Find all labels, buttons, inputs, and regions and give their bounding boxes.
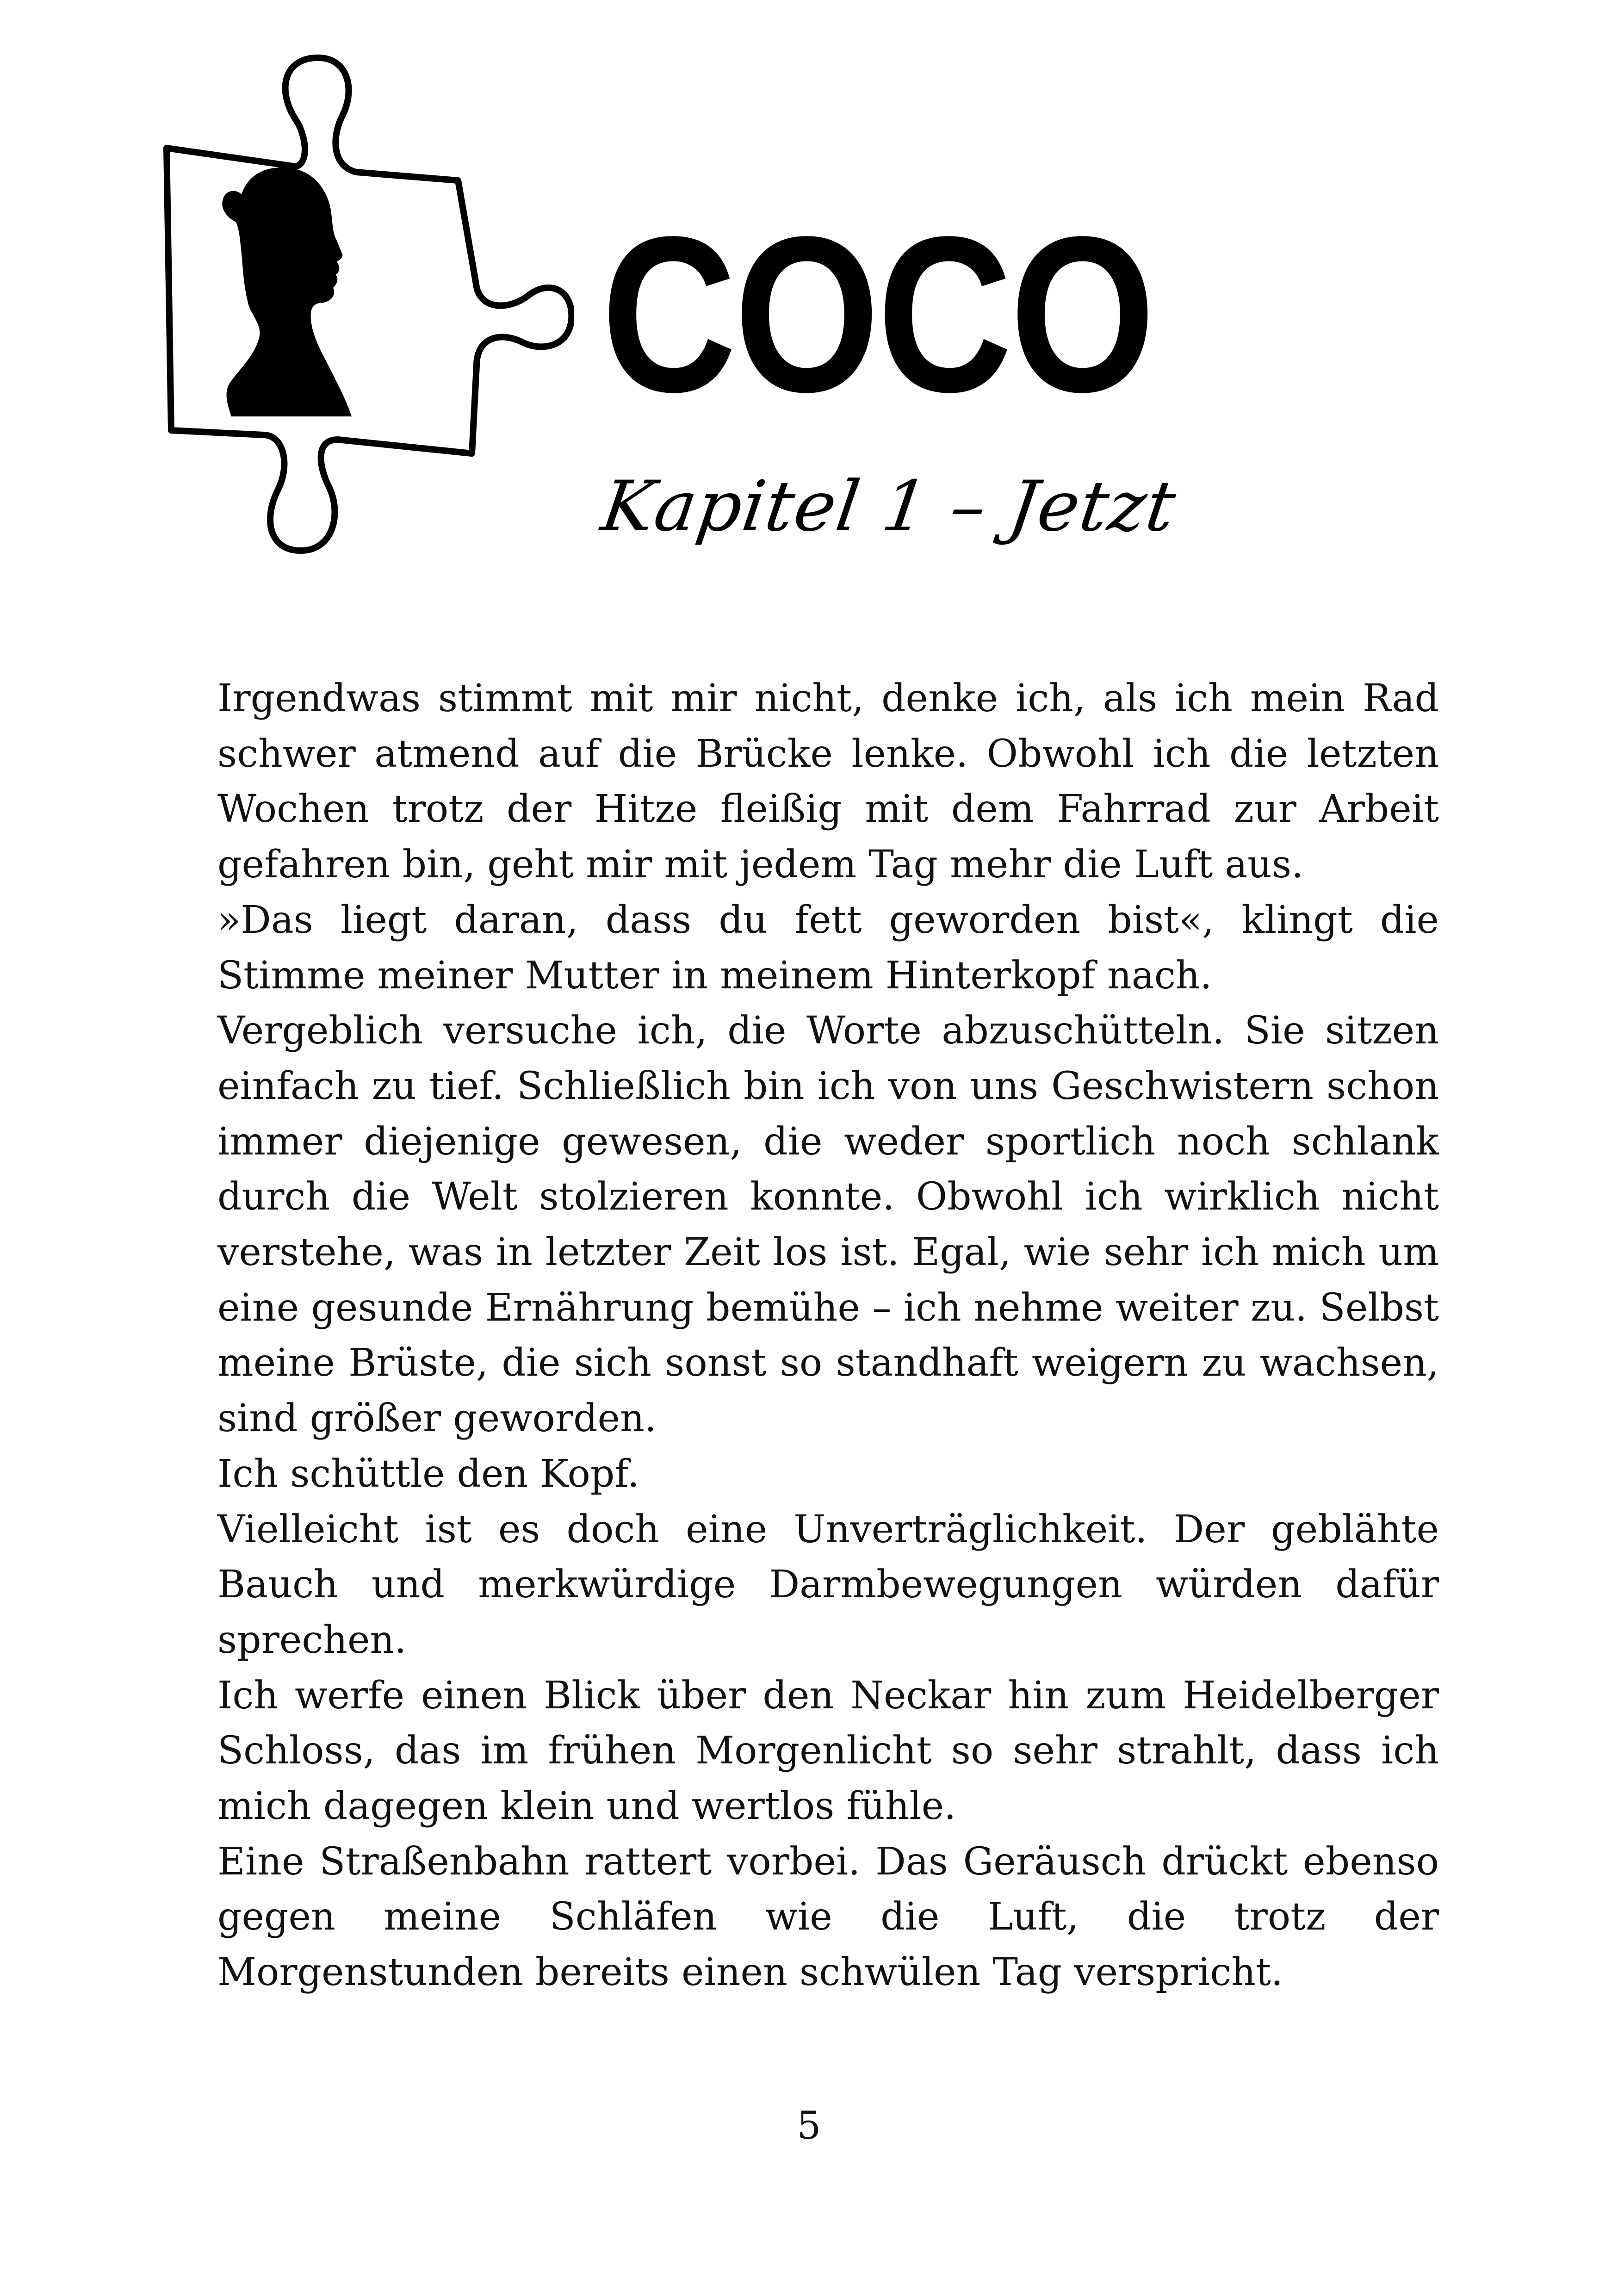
woman-silhouette <box>222 168 352 416</box>
paragraph: Ich schüttle den Kopf. <box>217 1452 639 1496</box>
paragraph: »Das liegt daran, dass du fett geworden bist«, klingt die Stimme meiner Mutter in meinem Hinterkopf nach. <box>217 898 1439 998</box>
paragraph: Ich werfe einen Blick über den Neckar hin zum Heidelberger Schloss, das im frühen Morgenlicht so sehr strahlt, dass ich mich dagegen klein und wertlos fühle. <box>217 1673 1439 1829</box>
chapter-body-text <box>217 671 1439 2000</box>
paragraph: Eine Straßenbahn rattert vorbei. Das Geräusch drückt ebenso gegen meine Schläfen wie die Luft, die trotz der Morgenstunden bereits einen schwülen Tag verspricht. <box>217 1839 1439 1995</box>
paragraph: Vergeblich versuche ich, die Worte abzuschütteln. Sie sitzen einfach zu tief. Schließlich bin ich von uns Geschwistern schon immer diejenige gewesen, die weder sportlich noch schlank durch die Welt stolzieren konnte. Obwohl ich wirklich nicht verstehe, was in letzter Zeit los ist. Egal, wie sehr ich mich um eine gesunde Ernährung bemühe – ich nehme weiter zu. Selbst meine Brüste, die sich sonst so standhaft weigern zu wachsen, sind größer geworden. <box>217 1009 1439 1441</box>
paragraph: Vielleicht ist es doch eine Unverträglichkeit. Der geblähte Bauch und merkwürdige Darmbewegungen würden dafür sprechen. <box>217 1507 1439 1662</box>
puzzle-piece-outline <box>167 58 571 551</box>
book-title: COCO <box>601 190 1153 438</box>
puzzle-piece-with-woman-silhouette-icon <box>157 51 574 565</box>
paragraph: Irgendwas stimmt mit mir nicht, denke ich, als ich mein Rad schwer atmend auf die Brücke lenke. Obwohl ich die letzten Wochen trotz der Hitze fleißig mit dem Fahrrad zur Arbeit gefahren bin, geht mir mit jedem Tag mehr die Luft aus. <box>217 676 1439 887</box>
chapter-header <box>0 0 1618 602</box>
chapter-heading: Kapitel 1 – Jetzt <box>596 466 1181 547</box>
page-number: 5 <box>797 2104 821 2148</box>
